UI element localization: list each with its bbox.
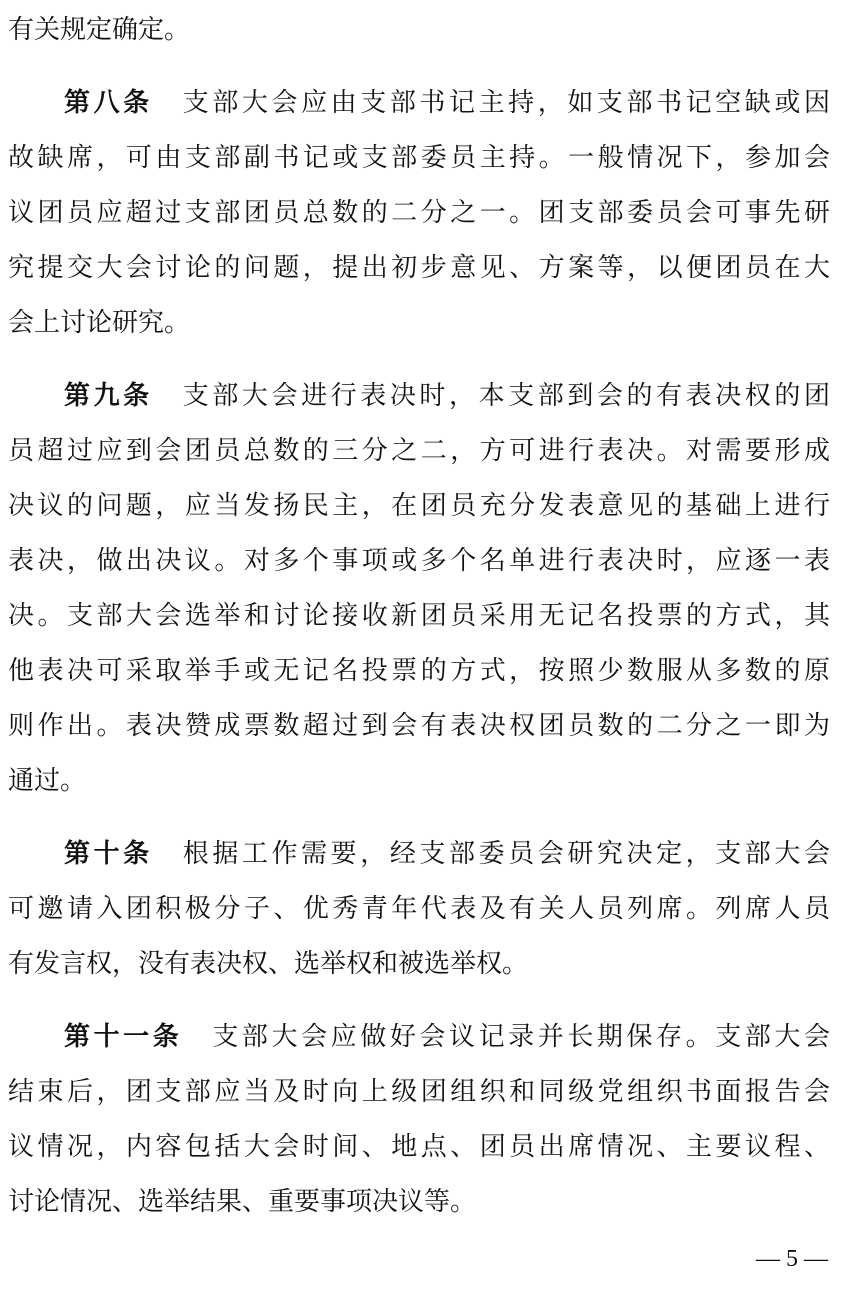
article-first-line: [8, 1010, 830, 1065]
article-line: 则作出。表决赞成票数超过到会有表决权团员数的二分之一即为: [8, 711, 830, 741]
article-line: 他表决可采取举手或无记名投票的方式，按照少数服从多数的原: [8, 656, 830, 686]
article-line: 结束后，团支部应当及时向上级团组织和同级党组织书面报告会: [8, 1077, 830, 1107]
article-line: 会上讨论研究。: [8, 308, 191, 338]
paragraph-gap: [8, 992, 830, 1010]
article-text: 支部大会应由支部书记主持，如支部书记空缺或因: [182, 88, 830, 118]
article-line: 决议的问题，应当发扬民主，在团员充分发表意见的基础上进行: [8, 491, 830, 521]
article-8: [8, 76, 830, 351]
paragraph-gap: [8, 809, 830, 827]
article-text: 支部大会进行表决时，本支部到会的有表决权的团: [182, 381, 830, 411]
article-title: 第十一条: [64, 1022, 183, 1052]
article-line: 究提交大会讨论的问题，提出初步意见、方案等，以便团员在大: [8, 253, 830, 283]
article-title: 第九条: [64, 381, 153, 411]
document-body: [8, 3, 830, 1230]
article-line: 议情况，内容包括大会时间、地点、团员出席情况、主要议程、: [8, 1132, 830, 1162]
article-line: 有发言权，没有表决权、选举权和被选举权。: [8, 949, 529, 979]
article-10: [8, 827, 830, 992]
article-line: 表决，做出决议。对多个事项或多个名单进行表决时，应逐一表: [8, 546, 830, 576]
page-number: — 5 —: [756, 1246, 828, 1272]
article-text: 支部大会应做好会议记录并长期保存。支部大会: [212, 1022, 830, 1052]
article-first-line: [8, 827, 830, 882]
article-line: 决。支部大会选举和讨论接收新团员采用无记名投票的方式，其: [8, 601, 830, 631]
paragraph-gap: [8, 58, 830, 76]
article-line: 通过。: [8, 766, 87, 796]
article-text: 根据工作需要，经支部委员会研究决定，支部大会: [182, 839, 830, 869]
article-first-line: [8, 369, 830, 424]
article-title: 第十条: [64, 839, 153, 869]
article-line: 员超过应到会团员总数的三分之二，方可进行表决。对需要形成: [8, 436, 830, 466]
article-line: 议团员应超过支部团员总数的二分之一。团支部委员会可事先研: [8, 198, 830, 228]
article-line: 讨论情况、选举结果、重要事项决议等。: [8, 1187, 477, 1217]
article-first-line: [8, 76, 830, 131]
paragraph-gap: [8, 351, 830, 369]
article-9: [8, 369, 830, 809]
article-title: 第八条: [64, 88, 153, 118]
article-line: 可邀请入团积极分子、优秀青年代表及有关人员列席。列席人员: [8, 894, 830, 924]
carryover-line: 有关规定确定。: [8, 15, 191, 45]
article-line: 故缺席，可由支部副书记或支部委员主持。一般情况下，参加会: [8, 143, 830, 173]
article-11: [8, 1010, 830, 1230]
